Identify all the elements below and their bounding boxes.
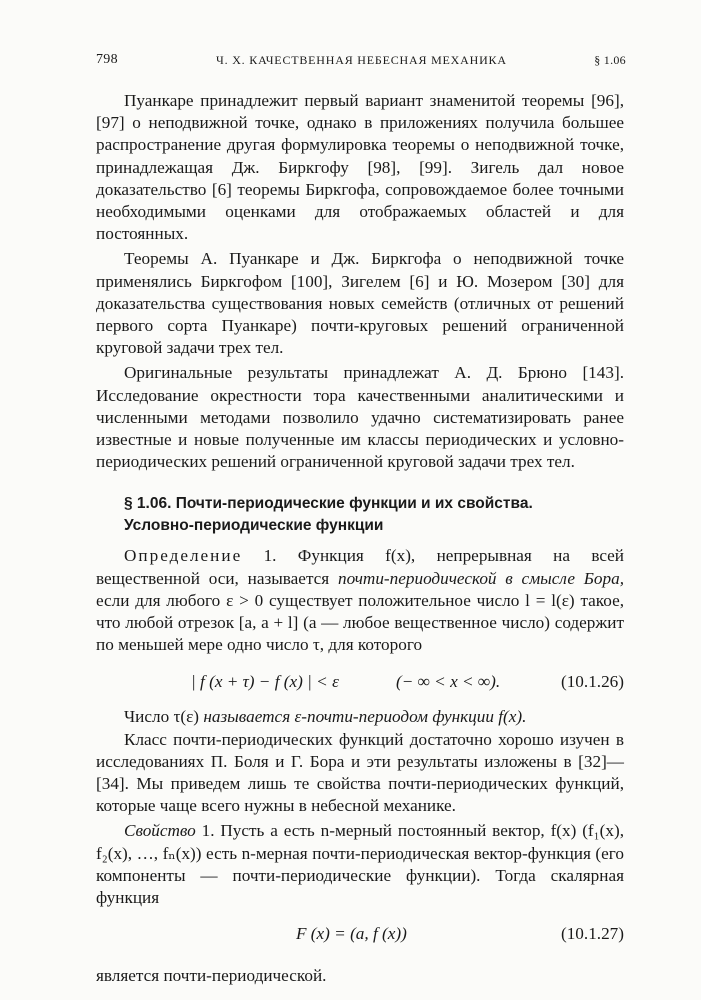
paragraph-poincare: Пуанкаре принадлежит первый вариант знаменитой теоремы [96], [97] о неподвижной точке, однако в приложениях получила большее распространение другая формулировка теоремы о неподвижной точке, принадлежащая Дж. Биркгофу [98], [99]. Зигель дал новое доказательство [6] теоремы Биркгофа, сопровождаемое более точными необходимыми оценками для отображаемых областей и для постоянных. xyxy=(96,91,624,244)
running-title: Ч. X. КАЧЕСТВЕННАЯ НЕБЕСНАЯ МЕХАНИКА xyxy=(216,53,507,67)
section-heading-line1: § 1.06. Почти-периодические функции и их свойства. xyxy=(124,495,533,513)
page-header xyxy=(96,50,626,72)
definition-label: Определение xyxy=(124,546,243,566)
paragraph-bruno: Оригинальные результаты принадлежат А. Д. Брюно [143]. Исследование окрестности тора качественными аналитическими и численными методами позволило удачно систематизировать ранее известные и новые полученные им классы периодических и условно-периодических решений ограниченной круговой задачи трех тел. xyxy=(96,363,624,472)
definition-text-b: если для любого ε > 0 существует положительное число l = l(ε) такое, что любой отрезок [a, a + l] (a — любое вещественное число) содержит по меньшей мере одно число τ, для которого xyxy=(96,590,624,655)
formula-10-1-27 xyxy=(96,913,624,957)
formula-range: (− ∞ < x < ∞). xyxy=(396,672,501,692)
formula-expression: | f (x + τ) − f (x) | < ε xyxy=(191,672,339,692)
section-marker: § 1.06 xyxy=(594,53,626,67)
epsilon-period-paragraph xyxy=(96,706,624,728)
property-text: 1. Пусть a есть n-мерный постоянный вектор, f(x) (f₁(x), f₂(x), …, fₙ(x)) есть n-мерная почти-периодическая вектор-функция (его компоненты — почти-периодические функции). Тогда скалярная функция xyxy=(96,821,624,908)
paragraph-bohl-bohr: Класс почти-периодических функций достаточно хорошо изучен в исследованиях П. Боля и Г. Бора и эти результаты изложены в [32]—[34]. Мы приведем лишь те свойства почти-периодических функций, которые чаще всего нужны в небесной механике. xyxy=(96,729,624,816)
formula2-number: (10.1.27) xyxy=(560,924,624,944)
property-label: Свойство xyxy=(124,821,196,841)
epsilon-period-lead: Число τ(ε) xyxy=(124,707,204,727)
definition-paragraph xyxy=(96,545,624,656)
formula2-expression: F (x) = (a, f (x)) xyxy=(296,924,407,944)
closing-line: является почти-периодической. xyxy=(96,966,327,986)
section-heading xyxy=(96,493,624,537)
paragraph-birkhoff: Теоремы А. Пуанкаре и Дж. Биркгофа о неподвижной точке применялись Биркгофом [100], Зигелем [6] и Ю. Мозером [30] для доказательства существования новых семейств (отличных от решений первого сорта Пуанкаре) почти-круговых решений ограниченной круговой задачи трех тел. xyxy=(96,249,624,358)
definition-text-a: 1. Функция f(x), непрерывная на всей вещественной оси, называется xyxy=(96,546,624,588)
definition-term: почти-периодической в смысле Бора, xyxy=(337,568,624,588)
section-heading-line2: Условно-периодические функции xyxy=(124,517,384,535)
page-body xyxy=(96,90,624,988)
property-paragraph xyxy=(96,820,624,909)
formula-10-1-26 xyxy=(96,662,624,702)
epsilon-period-italic: называется ε-почти-периодом функции f(x). xyxy=(203,707,527,727)
page-number: 798 xyxy=(96,52,118,67)
formula-number: (10.1.26) xyxy=(560,672,624,692)
